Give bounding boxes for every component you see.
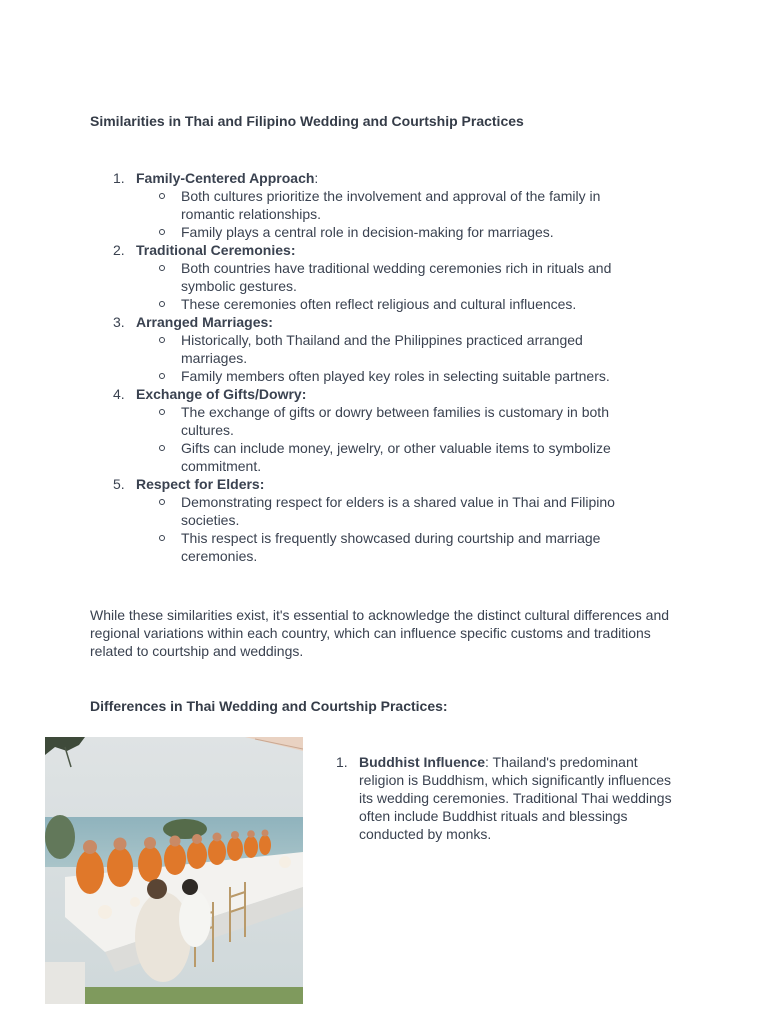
list-term: Family-Centered Approach bbox=[136, 170, 315, 186]
circle-bullet-icon bbox=[159, 229, 165, 235]
list-item bbox=[0, 169, 768, 241]
sub-list bbox=[136, 187, 768, 241]
sub-list-text: The exchange of gifts or dowry between families is customary in both cultures. bbox=[181, 404, 609, 438]
list-item bbox=[0, 313, 768, 385]
list-text: : Thailand's predominant religion is Buddhism, which significantly influences its wedding ceremonies. Traditional Thai weddings often include Buddhist rituals and blessings conducted by monks. bbox=[359, 754, 672, 842]
list-number: 5. bbox=[113, 476, 125, 492]
summary-paragraph: While these similarities exist, it's essential to acknowledge the distinct cultural differences and regional variations within each country, which can influence specific customs and traditions related to courtship and weddings. bbox=[90, 607, 670, 659]
circle-bullet-icon bbox=[159, 373, 165, 379]
sub-list bbox=[136, 331, 768, 385]
sub-list-text: Family members often played key roles in selecting suitable partners. bbox=[181, 368, 610, 384]
circle-bullet-icon bbox=[159, 193, 165, 199]
circle-bullet-icon bbox=[159, 499, 165, 505]
sub-list-item bbox=[136, 331, 651, 367]
similarities-heading: Similarities in Thai and Filipino Wedding and Courtship Practices bbox=[90, 113, 524, 129]
sub-list bbox=[136, 259, 768, 313]
differences-heading: Differences in Thai Wedding and Courtship Practices: bbox=[90, 698, 448, 714]
similarities-list bbox=[0, 169, 768, 565]
sub-list-text: Family plays a central role in decision-making for marriages. bbox=[181, 224, 554, 240]
circle-bullet-icon bbox=[159, 409, 165, 415]
circle-bullet-icon bbox=[159, 301, 165, 307]
sub-list-item bbox=[136, 403, 651, 439]
sub-list-item bbox=[136, 295, 651, 313]
differences-list bbox=[336, 753, 676, 843]
list-item bbox=[0, 475, 768, 565]
sub-list-text: Both countries have traditional wedding ceremonies rich in rituals and symbolic gestures. bbox=[181, 260, 612, 294]
sub-list-text: Demonstrating respect for elders is a shared value in Thai and Filipino societies. bbox=[181, 494, 615, 528]
circle-bullet-icon bbox=[159, 445, 165, 451]
sub-list-item bbox=[136, 259, 651, 295]
list-term: Traditional Ceremonies: bbox=[136, 242, 296, 258]
sub-list-item bbox=[136, 493, 651, 529]
list-number: 4. bbox=[113, 386, 125, 402]
sub-list-text: Historically, both Thailand and the Philippines practiced arranged marriages. bbox=[181, 332, 583, 366]
circle-bullet-icon bbox=[159, 337, 165, 343]
sub-list-text: These ceremonies often reflect religious and cultural influences. bbox=[181, 296, 577, 312]
sub-list-item bbox=[136, 439, 651, 475]
list-item bbox=[336, 753, 676, 843]
sub-list bbox=[136, 403, 768, 475]
list-term: Arranged Marriages: bbox=[136, 314, 273, 330]
sub-list-item bbox=[136, 187, 651, 223]
list-term: Respect for Elders: bbox=[136, 476, 265, 492]
sub-list-item bbox=[136, 367, 651, 385]
list-term: Exchange of Gifts/Dowry: bbox=[136, 386, 307, 402]
list-term-suffix: : bbox=[314, 170, 319, 186]
sub-list-item bbox=[136, 529, 651, 565]
list-number: 3. bbox=[113, 314, 125, 330]
list-item bbox=[0, 385, 768, 475]
circle-bullet-icon bbox=[159, 535, 165, 541]
sub-list-text: This respect is frequently showcased during courtship and marriage ceremonies. bbox=[181, 530, 601, 564]
sub-list-text: Both cultures prioritize the involvement and approval of the family in romantic relationships. bbox=[181, 188, 601, 222]
list-number: 1. bbox=[336, 754, 348, 770]
circle-bullet-icon bbox=[159, 265, 165, 271]
sub-list-text: Gifts can include money, jewelry, or other valuable items to symbolize commitment. bbox=[181, 440, 611, 474]
sub-list-item bbox=[136, 223, 651, 241]
list-number: 1. bbox=[113, 170, 125, 186]
list-term: Buddhist Influence bbox=[359, 754, 485, 770]
sub-list bbox=[136, 493, 768, 565]
list-number: 2. bbox=[113, 242, 125, 258]
thai-wedding-monks-photo bbox=[45, 737, 303, 1004]
list-item bbox=[0, 241, 768, 313]
